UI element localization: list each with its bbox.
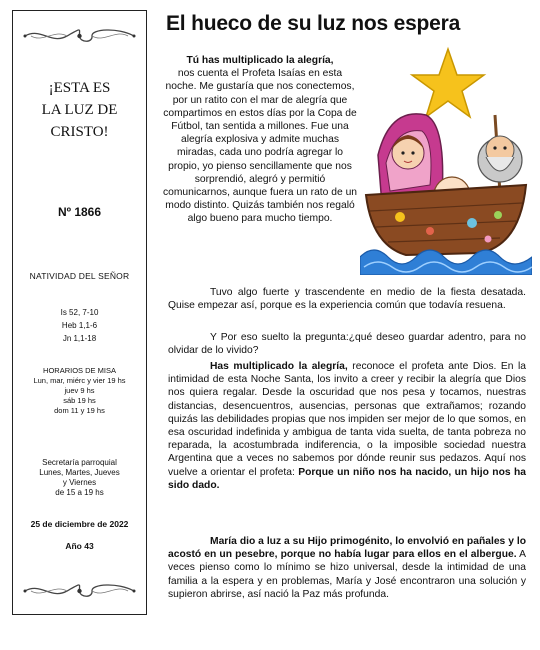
article-paragraph-2	[168, 331, 526, 357]
paragraph-bold-quote: Porque un niño nos ha nacido, un hijo nos ha sido dado.	[168, 466, 526, 491]
schedule-line: dom 11 y 19 hs	[54, 406, 105, 415]
mass-schedule	[13, 366, 146, 416]
star-icon	[412, 49, 484, 117]
article-title: El hueco de su luz nos espera	[166, 12, 461, 35]
sidebar-title	[13, 77, 146, 143]
intro-text: nos cuenta el Profeta Isaías en esta noche. Me gustaría que nos conectemos, por un ratito con el mar de alegría que compartimos en estos días por la Copa de Fútbol, tan sentida a millones. Fue una alegría explosiva y admite muchas miradas, cada uno podría agregar lo propio, yo pienso sencillamente que nos sorprendió, alegró y permitió comunicarnos, aunque fuera un rato de un modo distinto. Quizás también nos regaló algo bueno para mucho tiempo.	[162, 68, 358, 225]
issue-number: Nº 1866	[57, 205, 102, 219]
paragraph-bold-lead: María dio a luz a su Hijo primogénito, lo envolvió en pañales y lo acostó en un pesebre, porque no había lugar para ellos en el albergue.	[168, 536, 526, 561]
issue-date: 25 de diciembre de 2022	[30, 519, 129, 529]
article-paragraph-4	[168, 535, 526, 601]
ornament-divider-icon	[21, 25, 138, 47]
schedule-line: juev 9 hs	[64, 386, 95, 395]
intro-bold: Tú has multiplicado la alegría,	[186, 55, 334, 66]
ornament-divider-icon	[21, 580, 138, 602]
nativity-ark-illustration	[360, 45, 532, 275]
paragraph-text: Tuvo algo fuerte y trascendente en medio de la fiesta desatada. Quise empezar así, porque es la experiencia común que todavía resuena.	[168, 287, 526, 312]
schedule-line: sáb 19 hs	[63, 396, 96, 405]
office-hours	[13, 458, 146, 498]
sidebar-title-line: ¡ESTA ES	[48, 80, 111, 96]
office-line: y Viernes	[62, 478, 97, 487]
article-paragraph-3	[168, 360, 526, 492]
feast-name: NATIVIDAD DEL SEÑOR	[29, 271, 130, 281]
paragraph-text: Y Por eso suelto la pregunta:¿qué deseo guardar adentro, para no olvidar de lo vivido?	[168, 332, 526, 357]
office-line: de 15 a 19 hs	[55, 488, 104, 497]
sidebar-title-line: CRISTO!	[50, 124, 109, 140]
schedule-title: HORARIOS DE MISA	[43, 366, 116, 375]
issue-year: Año 43	[65, 541, 94, 551]
paragraph-text: A veces pienso como lo mínimo se hizo universal, desde la intimidad de una familia a la espera y en problemas, María y José encontraron una solución y supieron abrirse, así nació la Paz más profunda.	[168, 549, 526, 600]
office-line: Lunes, Martes, Jueves	[39, 468, 120, 477]
sidebar-title-line: LA LUZ DE	[41, 102, 118, 118]
article-paragraph-1	[168, 286, 526, 312]
reading-item: Heb 1,1-6	[61, 321, 98, 330]
reading-item: Jn 1,1-18	[62, 334, 97, 343]
schedule-line: Lun, mar, miérc y vier 19 hs	[33, 376, 126, 385]
intro-paragraph	[162, 54, 358, 226]
paragraph-text: reconoce el profeta ante Dios. En la intimidad de esta Noche Santa, los invito a creer y recibir la alegría que Dios nos quiera regalar. Desde la oscuridad que nos pesa y tocamos, nuestras distancias, desencuentros, ausencias, personas que extrañamos; rozando quizás las debilidades propias que nos impiden ser mejor de lo que somos, en esa oscuridad indefinida y ambigua de tanta vida suelta, de tanta pobreza no reparada, la acostumbrada indiferencia, o la imposible sociedad nuestra Argentina que a veces no sabemos por dónde reunir sus pedazos. Aquí nos vuelve a orientar el profeta:	[168, 361, 526, 478]
sidebar-box	[12, 10, 147, 615]
reading-item: Is 52, 7-10	[60, 308, 99, 317]
office-line: Secretaría parroquial	[42, 458, 117, 467]
paragraph-bold-lead: Has multiplicado la alegría,	[210, 361, 348, 372]
readings-list	[13, 306, 146, 345]
